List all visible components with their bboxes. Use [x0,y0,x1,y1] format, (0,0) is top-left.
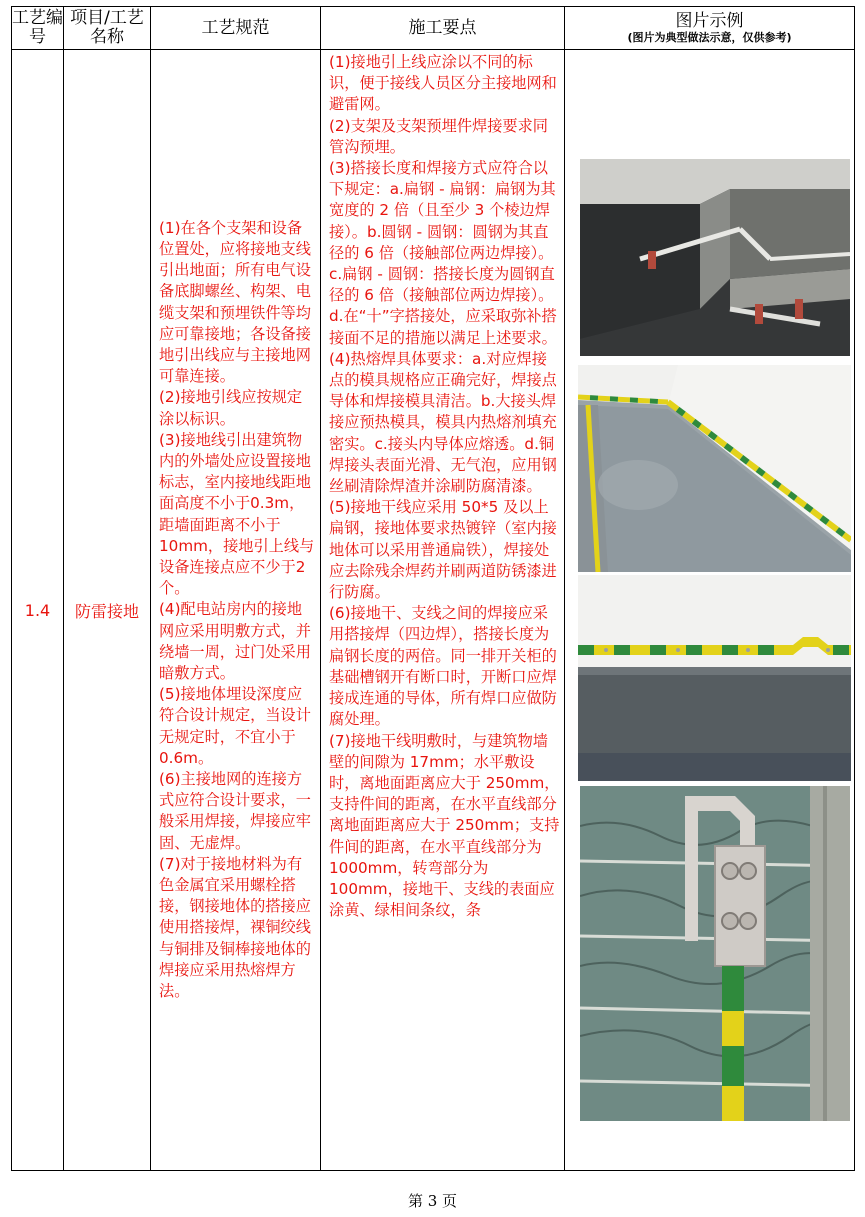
table-header-row [12,7,855,50]
requirement-item: (2)支架及支架预埋件焊接要求同管沟预埋。 [329,116,548,156]
requirement-item: (6)接地干、支线之间的焊接应采用搭接焊（四边焊），搭接长度为扁钢长度的两倍。同一排开关柜的基础槽钢开有断口时，开断口应焊接成连通的导体，所有焊口应做防腐处理。 [329,604,557,729]
header-picture-examples: 图片示例 (图片为典型做法示意，仅供参考) [565,7,855,50]
header-process-no: 工艺编号 [12,7,64,50]
requirement-item: (3)搭接长度和焊接方式应符合以下规定：a.扁钢 - 扁钢：扁钢为其宽度的 2 倍（且至少 3 个棱边焊接）。b.圆钢 - 圆钢：圆钢为其直径的 6 倍（接触部位两边焊接）。c.扁钢 - 圆钢：搭接长度为圆钢直径的 6 倍（接触部位两边焊接）。d.在“十”字搭接处，应采取弥补搭接面不足的措施以满足上述要求。 [329,159,557,347]
picture-note: (图片为典型做法示意，仅供参考) [627,30,792,44]
pictures-cell [565,50,855,1171]
header-process-spec: 工艺规范 [151,7,321,50]
spec-cell [151,50,321,1171]
requirement-item: (7)接地干线明敷时，与建筑物墙壁的间隙为 17mm；水平敷设时，离地面距离应大于 250mm，支持件间的距离，在水平直线部分离地面距离应大于 250mm；支持件间的距离，在水平直线部分为 1000mm，转弯部分为 100mm，接地干、支线的表面应涂黄、绿相间条纹，条 [329,731,560,920]
spec-item: (6)主接地网的连接方式应符合设计要求，一般采用焊接，焊接应牢固、无虚焊。 [159,770,311,852]
spec-item: (2)接地引线应按规定涂以标识。 [159,388,303,428]
grounding-bolt-connection-photo [580,786,850,1121]
spec-item: (5)接地体埋设深度应符合设计规定，当设计无规定时，不宜小于0.6m。 [159,685,311,767]
wall-grounding-strip-closeup-photo [578,575,851,781]
requirements-cell [321,50,565,1171]
spec-item: (3)接地线引出建筑物内的外墙处应设置接地标志，室内接地线距地面高度不小于0.3m，距墙面距离不小于10mm，接地引上线与设备连接点应不少于2个。 [159,430,315,598]
spec-item: (1)在各个支架和设备位置处，应将接地支线引出地面；所有电气设备底脚螺丝、构架、电缆支架和预埋铁件等均应可靠接地；各设备接地引出线应与主接地网可靠连接。 [159,218,311,386]
table-row [12,50,855,1171]
process-spec-table [11,6,855,1171]
process-number: 1.4 [12,50,64,1171]
page-number: 第 3 页 [407,1192,458,1210]
spec-item: (7)对于接地材料为有色金属宜采用螺栓搭接，钢接地体的搭接应使用搭接焊，裸铜绞线与铜排及铜棒接地体的焊接应采用热熔焊方法。 [159,854,311,1001]
spec-list [151,218,320,1003]
requirement-item: (5)接地干线应采用 50*5 及以上扁钢，接地体要求热镀锌（室内接地体可以采用普通扁铁），焊接处应去除残余焊药并刷两道防锈漆进行防腐。 [329,498,557,602]
spec-item: (4)配电站房内的接地网应采用明敷方式，并绕墙一周，过门处采用暗敷方式。 [159,600,311,682]
item-name: 防雷接地 [64,50,151,1171]
header-item-name: 项目/工艺名称 [64,7,151,50]
room-wall-grounding-strip-photo [578,365,851,572]
requirement-item: (1)接地引上线应涂以不同的标识，便于接线人员区分主接地网和避雷网。 [329,53,557,114]
header-construction-points: 施工要点 [321,7,565,50]
cable-trench-grounding-photo [580,159,850,356]
requirements-list [321,52,564,1170]
requirement-item: (4)热熔焊具体要求：a.对应焊接点的模具规格应正确完好，焊接点导体和焊接模具清洁。b.大接头焊接应预热模具，模具内热熔剂填充密实。c.接头内导体应熔透。d.铜焊接头表面光滑、无气泡，应用钢丝刷清除焊渣并涂刷防腐清漆。 [329,349,557,496]
